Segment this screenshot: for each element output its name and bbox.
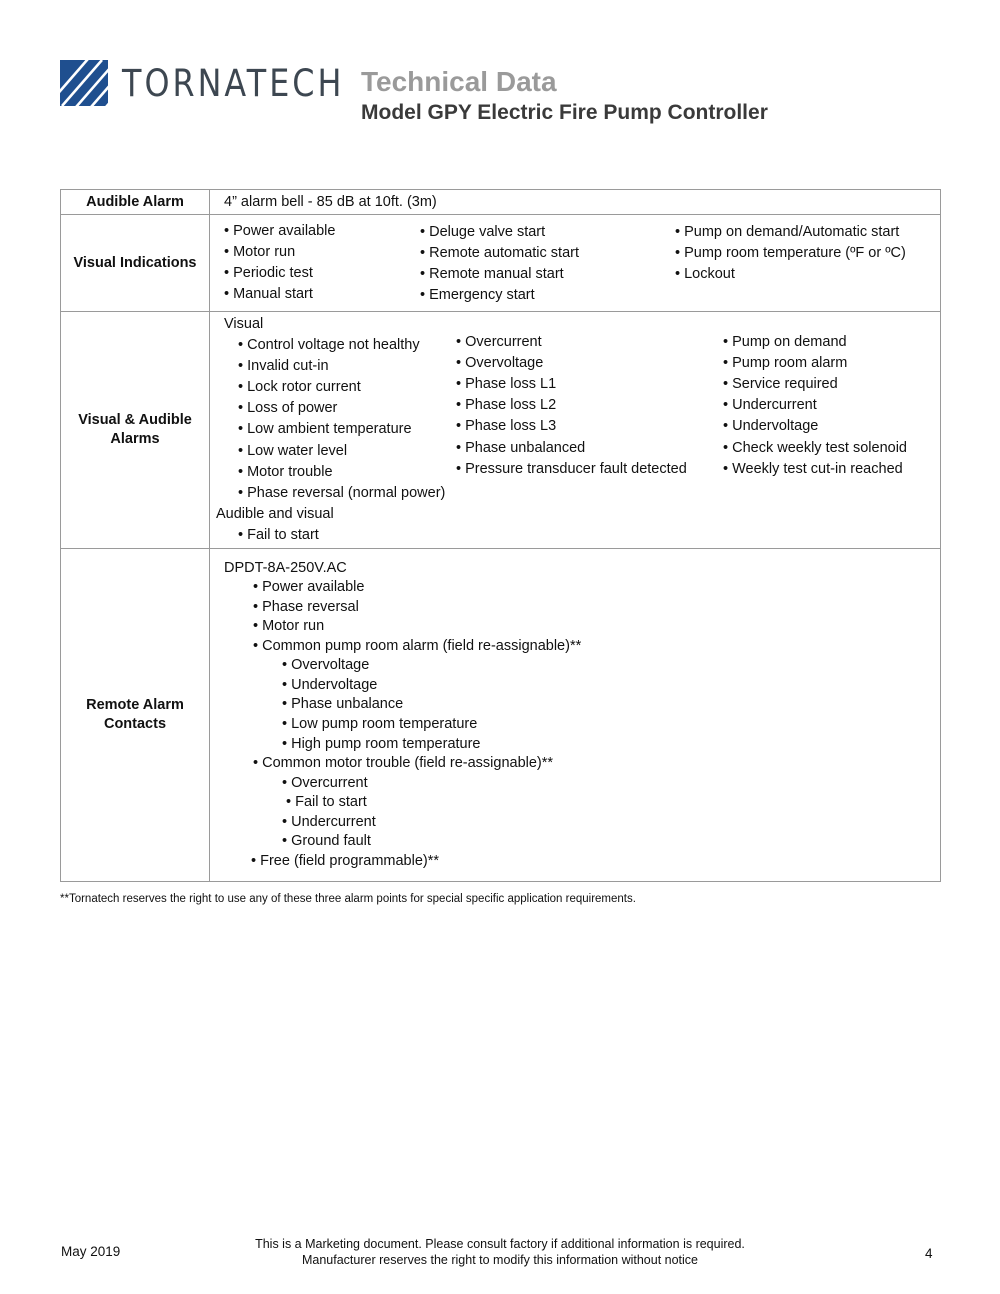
- list-item: • Phase loss L1: [456, 376, 557, 392]
- row-label-visual-audible-alarms: Visual & Audible Alarms: [61, 312, 210, 549]
- brand-wordmark: TORNATECH: [122, 62, 345, 105]
- spec-table: [60, 189, 941, 882]
- row-label-audible-alarm: Audible Alarm: [61, 190, 210, 215]
- list-item: • Low ambient temperature: [238, 421, 412, 437]
- list-item: • Free (field programmable)**: [251, 853, 440, 869]
- list-item: • Manual start: [224, 286, 313, 302]
- audible-visual-heading: Audible and visual: [216, 506, 334, 522]
- list-item: • Overvoltage: [282, 657, 370, 673]
- list-item: • Emergency start: [420, 287, 535, 303]
- row-label-remote-alarm-contacts: Remote Alarm Contacts: [61, 549, 210, 882]
- row-value-audible-alarm: [210, 190, 941, 215]
- contact-rating: DPDT-8A-250V.AC: [224, 560, 347, 576]
- list-item: • Low water level: [238, 443, 348, 459]
- list-item: • Pump room alarm: [723, 355, 848, 371]
- row-value-visual-audible-alarms: [210, 312, 941, 549]
- list-item: • Phase loss L2: [456, 397, 557, 413]
- list-item: • High pump room temperature: [282, 736, 481, 752]
- list-item: • Motor run: [224, 244, 296, 260]
- list-item: • Low pump room temperature: [282, 716, 478, 732]
- list-item: • Weekly test cut-in reached: [723, 461, 903, 477]
- tornatech-logo-icon: [60, 60, 108, 106]
- list-item: • Overvoltage: [456, 355, 544, 371]
- list-item: • Power available: [253, 579, 365, 595]
- list-item: • Lock rotor current: [238, 379, 361, 395]
- list-item: • Remote automatic start: [420, 245, 579, 261]
- list-item: • Pressure transducer fault detected: [456, 461, 687, 477]
- list-item: • Undervoltage: [282, 677, 378, 693]
- list-item: • Undervoltage: [723, 418, 819, 434]
- table-row-visual-audible-alarms: [61, 312, 941, 549]
- visual-heading: Visual: [224, 316, 264, 332]
- row-value-visual-indications: [210, 215, 941, 312]
- list-item: • Control voltage not healthy: [238, 337, 420, 353]
- list-item: • Overcurrent: [456, 334, 542, 350]
- list-item: • Motor run: [253, 618, 325, 634]
- list-item: • Phase unbalance: [282, 696, 404, 712]
- table-footnote: **Tornatech reserves the right to use any of these three alarm points for special specific application requirements.: [60, 893, 636, 905]
- table-row-visual-indications: [61, 215, 941, 312]
- list-item: • Undercurrent: [723, 397, 817, 413]
- list-item: • Undercurrent: [282, 814, 376, 830]
- list-item: • Loss of power: [238, 400, 338, 416]
- list-item: • Phase unbalanced: [456, 440, 586, 456]
- list-item: • Invalid cut-in: [238, 358, 329, 374]
- table-row-remote-alarm-contacts: [61, 549, 941, 882]
- list-item: • Overcurrent: [282, 775, 368, 791]
- list-item: • Common motor trouble (field re-assignable)**: [253, 755, 554, 771]
- list-item: • Phase reversal (normal power): [238, 485, 446, 501]
- list-item: • Fail to start: [238, 527, 319, 543]
- page-title: Technical Data: [361, 66, 557, 97]
- table-row-audible-alarm: [61, 190, 941, 215]
- footer-date: May 2019: [61, 1244, 121, 1259]
- list-item: • Remote manual start: [420, 266, 564, 282]
- list-item: • Check weekly test solenoid: [723, 440, 907, 456]
- audible-alarm-value: 4” alarm bell - 85 dB at 10ft. (3m): [224, 194, 437, 210]
- list-item: • Motor trouble: [238, 464, 333, 480]
- list-item: • Lockout: [675, 266, 735, 282]
- row-value-remote-alarm-contacts: [210, 549, 941, 882]
- list-item: • Pump on demand/Automatic start: [675, 224, 900, 240]
- footer-disclaimer: This is a Marketing document. Please consult factory if additional information is required. Manufacturer reserves the right to modify this information without notice: [255, 1237, 745, 1267]
- list-item: • Common pump room alarm (field re-assignable)**: [253, 638, 582, 654]
- list-item: • Pump on demand: [723, 334, 847, 350]
- list-item: • Phase loss L3: [456, 418, 557, 434]
- list-item: • Power available: [224, 223, 336, 239]
- list-item: • Phase reversal: [253, 599, 359, 615]
- list-item: • Pump room temperature (ºF or ºC): [675, 245, 906, 261]
- list-item: • Fail to start: [286, 794, 367, 810]
- list-item: • Deluge valve start: [420, 224, 546, 240]
- list-item: • Service required: [723, 376, 838, 392]
- page-number: 4: [925, 1246, 933, 1261]
- list-item: • Ground fault: [282, 833, 371, 849]
- page-subtitle: Model GPY Electric Fire Pump Controller: [361, 101, 768, 124]
- list-item: • Periodic test: [224, 265, 313, 281]
- row-label-visual-indications: Visual Indications: [61, 215, 210, 312]
